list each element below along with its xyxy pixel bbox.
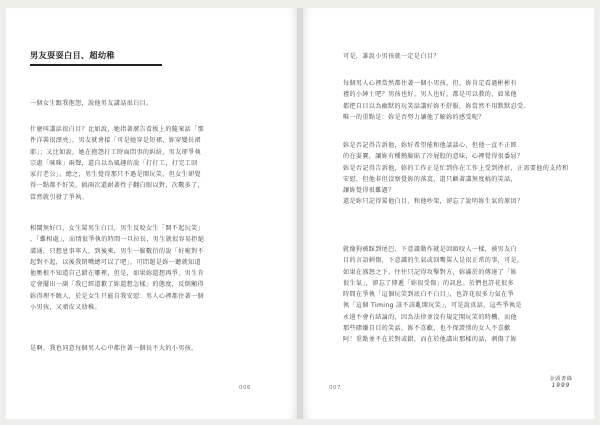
publisher-logo <box>547 376 575 390</box>
paragraph: 相鬧無好口，女生罵男生白目，男生反咬女生「開不起玩笑」 、「難相處」，而情很爭執的時間一旦拉長，男生就很容易拒絕 溝通，只想息事寧人，到後來，男生一臉數衍的說「好啦對不 起對不起，以後我閉嘴總可以了吧」，可問題是妳一聽就知道 他壓根不知道自己錯在哪裡，但是，如果妳還想再爭，男生肯 定會擺出一副「我已經道歉了妳還想怎樣」的態度，反倒顯得 妳得理不饒人，於是女生只能自我安慰：男人心裡都住著一個 小男孩，又頑皮又幼稚。 <box>30 225 205 312</box>
paragraph: 什麼叫講話很白目？比如說，她指著廣告看板上的隨案話「那 件洋裝很漂亮」，男友就會接「可是她穿是短裙，妳穿變長裙 耶」；又比如說，她在抱怨打工時面問事的糾紛，男友卻爭執 宗惠「咪咪」兩聲，還自以為風趣的說「打打工，打完工回 家打老公」。總之，男生覺得那只不過是開玩笑，但女生卻覺 得一點都不好笑，搞兩次還耐著性子翻白眼以對，次數多了， 當然就引發了爭執。 <box>30 126 204 201</box>
page-number: 006 <box>239 385 251 391</box>
chapter-heading: 男友耍耍白目、超幼稚 <box>30 50 115 60</box>
publisher-logo-name: 金頭書綠 <box>549 376 573 382</box>
page-number: 007 <box>329 385 341 391</box>
paragraph: 妳是否記得告訴他，妳好希望能和他談談心，但他一直不正經 的在耍寶，讓妳有種熱臉貼了冷屁股的意味，心裡覺得很委屈？ 妳是否記得告訴他，妳的工作正是忙到你在工作上受到挫折，正需要他的支持和 安慰，但他非但沒察覺妳的落寞，還只顧著講無度搞的笑話， 讓妳覺得很難過？ 還是妳只記得罵他白目、和他吵架，卻忘了說明妳生氣的原因？ <box>343 142 569 206</box>
paragraph: 是啊，我也同意每個男人心中都住著一個長不大的小男孩。 <box>30 345 198 352</box>
left-page <box>6 8 297 419</box>
paragraph: 可是，誰說小男孩就一定是白目？ <box>343 53 440 60</box>
right-page <box>303 8 594 419</box>
publisher-logo-year: 1999 <box>551 383 571 389</box>
paragraph: 一個女生跟我抱怨，說他男友講話很白目。 <box>30 100 153 107</box>
paragraph: 每個男人心裡當然都住著一個小男孩，但，妳肯定看過彬彬有 禮的小紳士吧？男孩也好，男人也好，都是可以教的，如果他 都把自目以為幽默的玩笑話講好妳不舒服，妳當然不用默默忍受。 唯一的重點是：妳是否努力讓他了解妳的感受呢？ <box>343 80 530 121</box>
paragraph: 就像狗被踩到尾巴、下意識動作就是回頭咬人一樣，被男友白 目的言語刺傷，下意識的生氣或回嘴罵人是很正常的事，可是， 如果在盛怒之下，往往只記得攻擊對方，妳滿於的傳達了「妳 很生氣」，卻忘了傳遞「妳很受傷」的訊息。於們也許花很多 時間在爭執「這個玩笑到底白不白目」，也許花很多力氣在爭 執「這個 Timing 該不該亂開玩笑」，可是說真話，這些爭執是 永遠不會有結論的，因為法律並沒有規定開玩笑的時機、而他 那些賭嫌自目的笑話，妳不喜歡，也不保證別的女人不喜歡 阿！重點並不在於對或錯，而在於他講出那樣的話，刺傷了妳 <box>343 246 524 344</box>
heading-underline <box>30 64 162 66</box>
